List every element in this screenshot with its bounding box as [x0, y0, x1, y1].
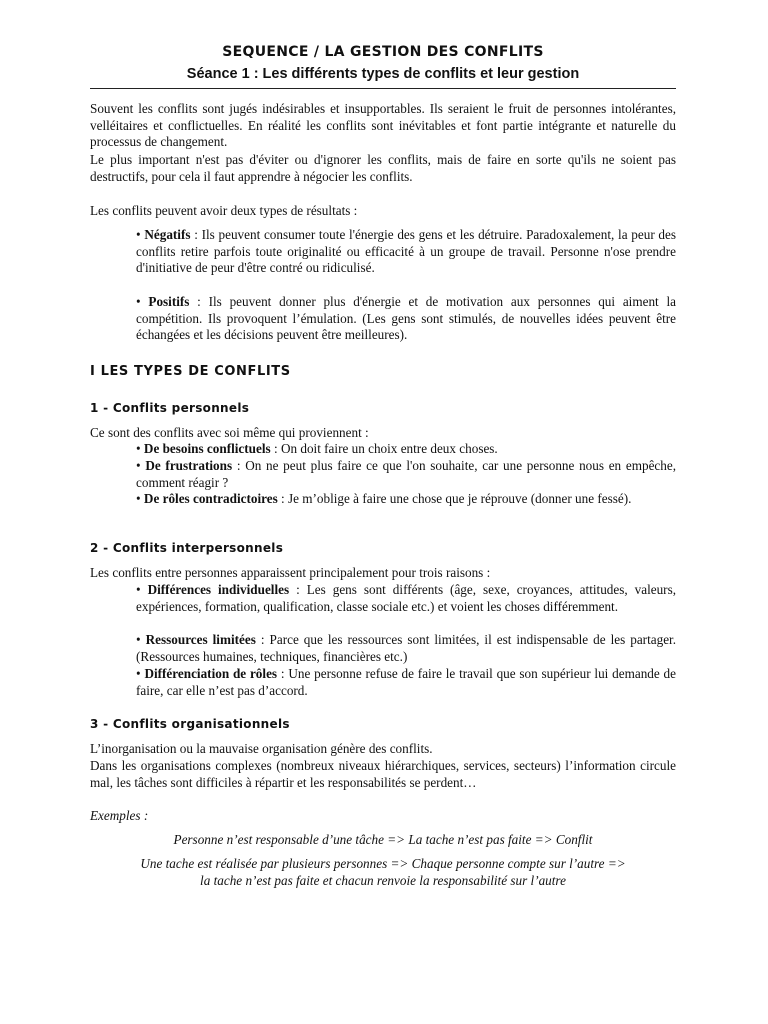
separator: : — [289, 582, 307, 597]
bullet: • — [136, 491, 141, 506]
separator: : — [277, 491, 288, 506]
result-text: Ils peuvent consumer toute l'énergie des gens et les détruire. Paradoxalement, la peur des conflits retire parfois toute originalité ou efficacité à un groupe de travail. Personne n'ose prendre d'initiative de peur d'être contré ou ridiculisé. — [136, 227, 676, 276]
separator: : — [277, 666, 289, 681]
result-negatifs — [136, 227, 676, 277]
separator: : — [190, 227, 202, 242]
document-title: SEQUENCE / LA GESTION DES CONFLITS — [222, 44, 544, 60]
organisation-paragraph-1: L’inorganisation ou la mauvaise organisation génère des conflits. — [90, 741, 433, 756]
bullet: • — [136, 582, 141, 597]
item-term: Ressources limitées — [145, 632, 256, 647]
bullet: • — [136, 632, 141, 647]
item-text: Les gens sont différents (âge, sexe, croyances, attitudes, valeurs, expériences, formation, qualification, classe sociale etc.) et voient les choses différemment. — [136, 582, 677, 614]
list-item — [136, 582, 676, 615]
list-item — [136, 441, 676, 458]
intro-paragraph-1: Souvent les conflits sont jugés indésirables et insupportables. Ils seraient le fruit de personnes intolérantes, velléitaires et conflictuelles. En réalité les conflits sont inévitables et font partie intégrante et naturelle du processus de changement. — [90, 101, 676, 150]
item-text: On ne peut plus faire ce que l'on souhaite, car une personne nous en empêche, comment réagir ? — [136, 458, 677, 490]
item-text: On doit faire un choix entre deux choses. — [280, 441, 498, 456]
example-1: Personne n’est responsable d’une tâche => La tache n’est pas faite => Conflit — [173, 832, 593, 847]
list-item — [136, 666, 676, 699]
separator: : — [232, 458, 246, 473]
list-item — [136, 458, 676, 491]
intro-paragraph-3: Les conflits peuvent avoir deux types de résultats : — [90, 203, 358, 218]
subsection-intro: Ce sont des conflits avec soi même qui proviennent : — [90, 425, 369, 440]
section-heading-types: I LES TYPES DE CONFLITS — [90, 364, 291, 379]
title-underline — [90, 88, 676, 89]
examples-label: Exemples : — [90, 808, 149, 823]
subsection-heading-personnels: 1 - Conflits personnels — [90, 401, 250, 415]
subsection-intro: Les conflits entre personnes apparaissent principalement pour trois raisons : — [90, 565, 491, 580]
bullet: • — [136, 227, 141, 242]
organisation-paragraph-2: Dans les organisations complexes (nombreux niveaux hiérarchiques, services, secteurs) l’information circule mal, les tâches sont difficiles à répartir et les responsabilités se perdent… — [90, 758, 676, 790]
item-term: Différenciation de rôles — [144, 666, 278, 681]
item-term: De rôles contradictoires — [143, 491, 278, 506]
result-text: Ils peuvent donner plus d'énergie et de motivation aux personnes qui aiment la compétition. Ils provoquent l’émulation. (Les gens sont stimulés, de nouvelles idées peuvent être échangées et les décisions peuvent être meilleures). — [136, 294, 676, 343]
document-subtitle: Séance 1 : Les différents types de conflits et leur gestion — [186, 66, 580, 82]
list-item — [136, 632, 676, 665]
separator: : — [255, 632, 270, 647]
list-item — [136, 491, 676, 508]
example-2-line-2: la tache n’est pas faite et chacun renvoie la responsabilité sur l’autre — [200, 873, 566, 888]
result-term: Négatifs — [144, 227, 191, 242]
item-term: De frustrations — [145, 458, 233, 473]
result-term: Positifs — [148, 294, 190, 309]
subsection-heading-organisationnels: 3 - Conflits organisationnels — [90, 717, 290, 731]
subsection-heading-interpersonnels: 2 - Conflits interpersonnels — [90, 541, 284, 555]
separator: : — [189, 294, 209, 309]
example-2-line-1: Une tache est réalisée par plusieurs personnes => Chaque personne compte sur l’autre => — [140, 856, 626, 871]
separator: : — [270, 441, 281, 456]
item-text: Je m’oblige à faire une chose que je réprouve (donner une fessé). — [287, 491, 632, 506]
intro-paragraph-2: Le plus important n'est pas d'éviter ou d'ignorer les conflits, mais de faire en sorte qu'ils ne soient pas destructifs, pour cela il faut apprendre à négocier les conflits. — [90, 152, 676, 184]
bullet: • — [136, 666, 141, 681]
bullet: • — [136, 441, 141, 456]
item-term: Différences individuelles — [147, 582, 290, 597]
item-text: Parce que les ressources sont limitées, il est indispensable de les partager. (Ressources humaines, techniques, financières etc.) — [136, 632, 677, 664]
item-term: De besoins conflictuels — [143, 441, 271, 456]
item-text: Une personne refuse de faire le travail que son supérieur lui demande de faire, car elle n’est pas d’accord. — [136, 666, 676, 698]
bullet: • — [136, 294, 141, 309]
result-positifs — [136, 294, 676, 344]
bullet: • — [136, 458, 141, 473]
